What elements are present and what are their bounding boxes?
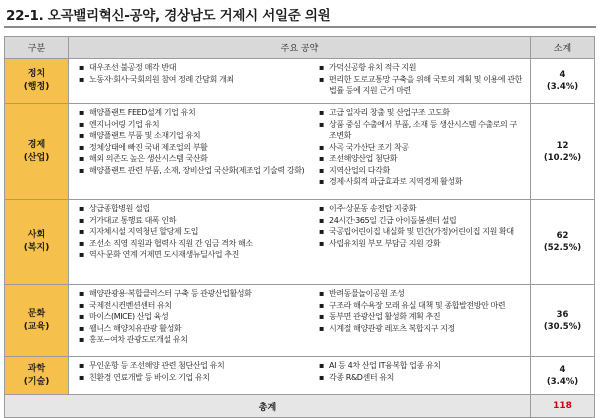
pledge-item: ▪ 해외 의존도 높은 생산시스템 국산화: [79, 153, 311, 165]
category-sub: (산업): [23, 152, 50, 163]
pledge-list-left: [79, 288, 311, 346]
page-title: 22-1. 오곡밸리혁신-공약, 경상남도 거제시 서일준 의원: [6, 8, 331, 24]
table-row: [5, 285, 595, 357]
total-row: [5, 395, 595, 418]
pledge-item: ▪ 반려동물놀이공원 조성: [319, 288, 524, 300]
category-sub: (교육): [23, 321, 50, 332]
pledge-item: ▪ 역사·문화 연계 거제면 도시재생뉴딜사업 추진: [79, 249, 311, 261]
pledge-item: ▪ 상급종합병원 설립: [79, 203, 311, 215]
count-cell: [531, 357, 595, 395]
count-percent: (52.5%): [543, 243, 582, 253]
pledges-cell: [69, 200, 531, 285]
pledge-item: ▪ 사곡 국가산단 조기 착공: [319, 142, 524, 154]
pledge-list-left: [79, 107, 311, 188]
count-cell: [531, 59, 595, 104]
pledge-item: ▪ 해양플랜트 FEED설계 기업 유치: [79, 107, 311, 119]
pledge-item: ▪ 무인운항 등 조선해양 관련 첨단산업 유치: [79, 360, 311, 372]
pledge-item: ▪ 해양관광용·복합클러스터 구축 등 관광산업활성화: [79, 288, 311, 300]
pledge-list-left: [79, 360, 311, 383]
total-label: 총계: [5, 395, 531, 418]
pledge-item: ▪ 지자체시설 지역청년 할당제 도입: [79, 226, 311, 238]
pledge-item: ▪ 구조라 해수욕장 모래 유실 대책 및 종합발전방안 마련: [319, 300, 524, 312]
pledge-item: ▪ 지역산업의 다각화: [319, 165, 524, 177]
pledge-item: ▪ 친환경 연료개발 등 바이오 기업 유치: [79, 372, 311, 384]
pledge-item: ▪ 홍포~여차 관광도로개설 유치: [79, 334, 311, 346]
category-name: 정치: [27, 69, 46, 79]
category-cell: [5, 200, 69, 285]
pledge-item: ▪ 거가대교 통행료 대폭 인하: [79, 215, 311, 227]
pledges-cell: [69, 59, 531, 104]
category-cell: [5, 357, 69, 395]
title-divider: [4, 26, 596, 28]
pledge-list-left: [79, 203, 311, 261]
pledge-table: [4, 36, 595, 418]
table-row: [5, 104, 595, 200]
count-value: 62: [556, 231, 569, 241]
pledge-item: ▪ 국공립어린이집 내실화 및 민간(가정)어린이집 지원 확대: [319, 226, 524, 238]
count-value: 36: [556, 309, 569, 320]
pledge-item: ▪ 마이스(MICE) 산업 육성: [79, 311, 311, 323]
category-sub: (행정): [23, 82, 50, 92]
table-row: [5, 357, 595, 395]
count-cell: [531, 285, 595, 357]
count-percent: (3.4%): [546, 82, 579, 92]
count-value: 4: [559, 70, 566, 80]
count-percent: (3.4%): [546, 376, 579, 387]
category-sub: (기술): [23, 376, 50, 387]
count-value: 12: [556, 140, 569, 151]
count-value: 4: [559, 364, 566, 375]
pledge-item: ▪ 경제·사회적 파급효과로 지역경제 활성화: [319, 176, 524, 188]
pledge-item: ▪ 대우조선 불공정 매각 반대: [79, 62, 311, 74]
pledge-list-right: [311, 288, 524, 346]
table-row: [5, 200, 595, 285]
category-cell: [5, 59, 69, 104]
header-row: [5, 37, 595, 59]
pledges-cell: [69, 357, 531, 395]
pledges-cell: [69, 104, 531, 200]
pledge-list-right: [311, 360, 524, 383]
count-cell: [531, 104, 595, 200]
header-category: 구분: [5, 37, 69, 59]
pledges-cell: [69, 285, 531, 357]
header-pledges: 주요 공약: [69, 37, 531, 59]
pledge-item: ▪ 24시간·365일 긴급 아이돌봄센터 설립: [319, 215, 524, 227]
pledge-list-left: [79, 62, 311, 97]
pledge-item: ▪ 노동자·회사·국회의원 참여 정례 간담회 개최: [79, 74, 311, 86]
pledge-item: ▪ 조선소 직영 직원과 협력사 직원 간 임금 격차 해소: [79, 238, 311, 250]
category-name: 경제: [27, 139, 46, 150]
category-sub: (복지): [23, 243, 50, 253]
pledge-list-right: [311, 203, 524, 261]
pledge-item: ▪ 해양플랜트 부품 및 소재기업 유치: [79, 130, 311, 142]
pledge-item: ▪ 이주·상문동 송전탑 지중화: [319, 203, 524, 215]
category-cell: [5, 104, 69, 200]
table-row: [5, 59, 595, 104]
category-name: 문화: [27, 308, 46, 319]
pledge-item: ▪ 조선해양산업 첨단화: [319, 153, 524, 165]
total-value: 118: [531, 395, 595, 418]
pledge-item: ▪ 시계절 해양관광 레포츠 복합지구 지정: [319, 323, 524, 335]
pledge-item: ▪ 편리한 도로교통망 구축을 위해 국토의 계획 및 이용에 관한 법률 등에 지원 근거 마련: [319, 74, 524, 97]
pledge-item: ▪ 사립유치원 부모 부담금 지원 강화: [319, 238, 524, 250]
category-name: 사회: [27, 230, 46, 240]
category-cell: [5, 285, 69, 357]
pledge-item: ▪ 상품 중심 수출에서 부품, 소재 등 생산시스템 수출로의 구조변화: [319, 119, 524, 142]
count-percent: (30.5%): [543, 321, 582, 332]
pledge-list-right: [311, 107, 524, 188]
header-count: 소계: [531, 37, 595, 59]
pledge-item: ▪ 가덕신공항 유치 적극 지원: [319, 62, 524, 74]
pledge-item: ▪ 정체상태에 빠진 국내 제조업의 부활: [79, 142, 311, 154]
pledge-item: ▪ 국제전시컨벤션센터 유치: [79, 300, 311, 312]
pledge-item: ▪ 엔지니어링 기업 유치: [79, 119, 311, 131]
pledge-item: ▪ AI 등 4차 산업 IT융복합 업종 유치: [319, 360, 524, 372]
pledge-item: ▪ 웰니스 해양치유관광 활성화: [79, 323, 311, 335]
pledge-list-right: [311, 62, 524, 97]
pledge-item: ▪ 동부면 관광산업 활성화 계획 추진: [319, 311, 524, 323]
pledge-item: ▪ 해양플랜트 관련 부품, 소재, 장비산업 국산화(제조업 기술력 강화): [79, 165, 311, 177]
pledge-item: ▪ 고급 일자리 창출 및 산업구조 고도화: [319, 107, 524, 119]
count-cell: [531, 200, 595, 285]
pledge-item: ▪ 각종 R&D센터 유치: [319, 372, 524, 384]
count-percent: (10.2%): [543, 152, 582, 163]
category-name: 과학: [27, 363, 46, 374]
